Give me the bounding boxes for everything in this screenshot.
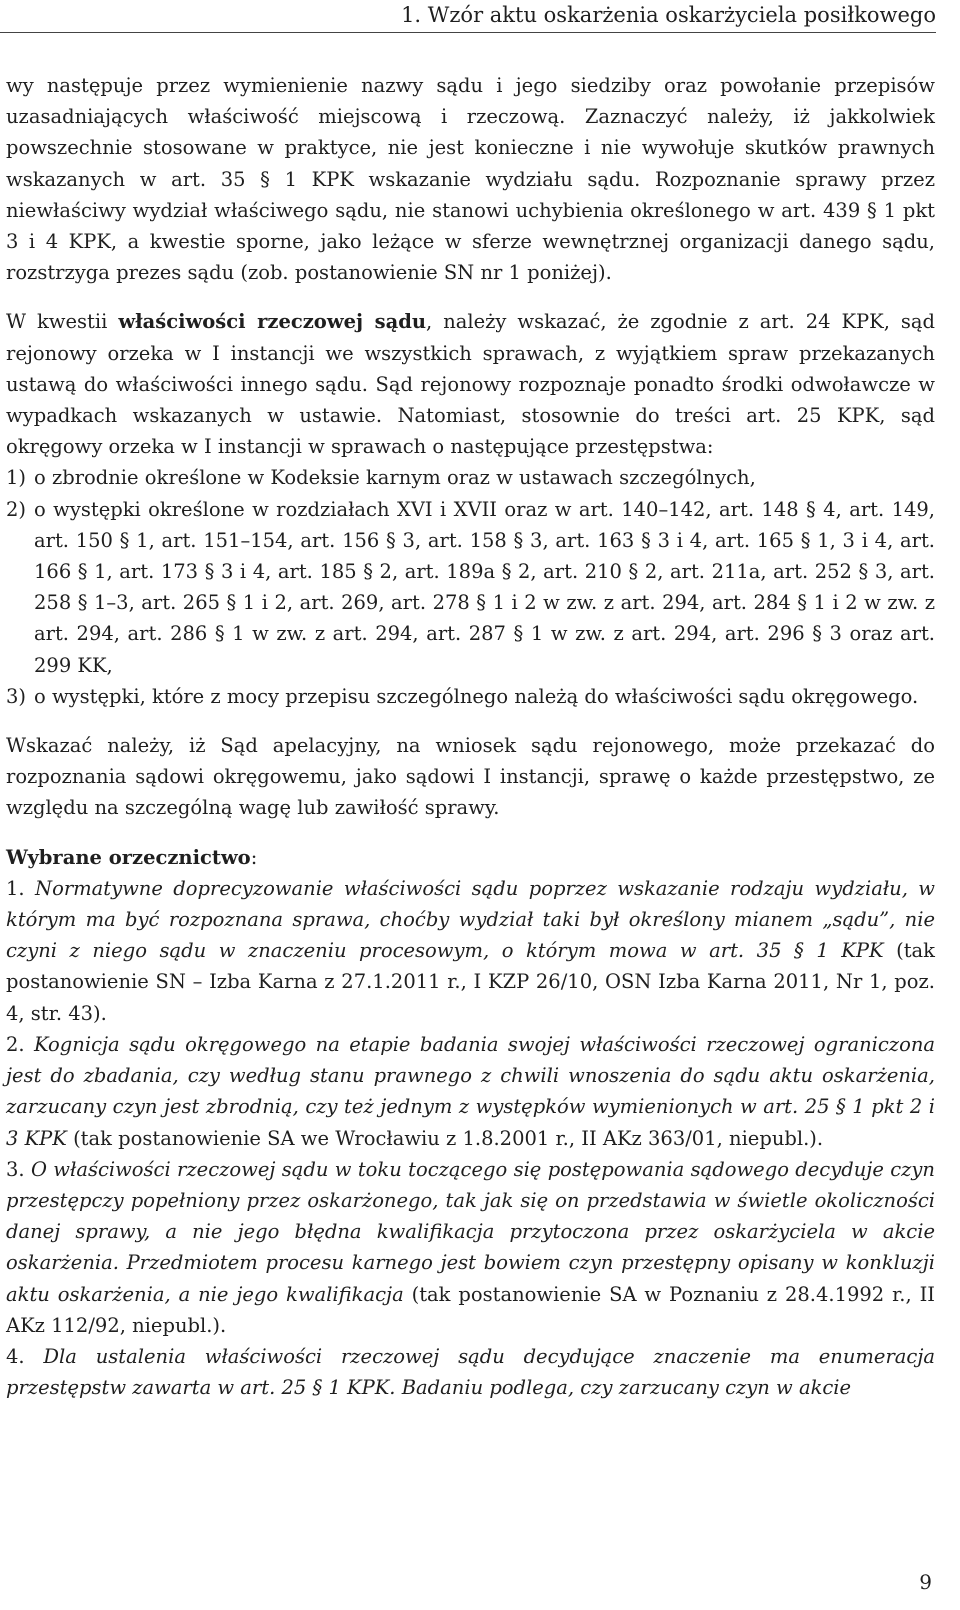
case-law-heading-suffix: : [250,845,258,869]
paragraph-jurisdiction-intro: wy następuje przez wymienienie nazwy sądu i jego siedziby oraz powołanie przepisów uzasadniających właściwość miejscową i rzeczową. Zaznaczyć należy, iż jakkolwiek powszechnie stosowane w praktyce, nie jest konieczne i nie wywołuje skutków prawnych wskazanych w art. 35 § 1 KPK wskazanie wydziału sądu. Rozpoznanie sprawy przez niewłaściwy wydział właściwego sądu, nie stanowi uchybienia określonego w art. 439 § 1 pkt 3 i 4 KPK, a kwestie sporne, jako leżące w sferze wewnętrznej organizacji danego sądu, rozstrzyga prezes sądu (zob. postanowienie SN nr 1 poniżej). [6,74,935,285]
case-law-item-citation: (tak postanowienie SN – Izba Karna z 27.1.2011 r., I KZP 26/10, OSN Izba Karna 2011, Nr 1, poz. 4, str. 43). [6,939,935,1025]
running-header-title: 1. Wzór aktu oskarżenia oskarżyciela posiłkowego [401,3,936,27]
paragraph-subject-matter-jurisdiction [6,306,935,462]
paragraph-text: W kwestii [6,310,119,334]
case-law-item-thesis: Normatywne doprecyzowanie właściwości sądu poprzez wskazanie rodzaju wydziału, w którym ma być rozpoznana sprawa, choćby wydział taki był określony mianem „sądu”, nie czyni z niego sądu w znaczeniu procesowym, o którym mowa w art. 35 § 1 KPK [6,876,935,963]
case-law-item [6,1154,935,1341]
running-header [0,0,936,33]
page-number: 9 [919,1570,932,1594]
case-law-item-thesis: Kognicja sądu okręgowego na etapie badania swojej właściwości rzeczowej ograniczona jest do zbadania, czy według stanu prawnego z chwili wnoszenia do sądu aktu oskarżenia, zarzucany czyn jest zbrodnią, czy też jednym z występków wymienionych w art. 25 § 1 pkt 2 i 3 KPK [6,1032,935,1150]
case-law-item-citation: (tak postanowienie SA we Wrocławiu z 1.8.2001 r., II AKz 363/01, niepubl.). [66,1126,824,1150]
list-item-number: 1) [6,466,27,490]
case-law-item [6,873,935,1029]
list-item-text: o występki, które z mocy przepisu szczególnego należą do właściwości sądu okręgowego. [34,684,919,708]
paragraph-appellate-transfer: Wskazać należy, iż Sąd apelacyjny, na wniosek sądu rejonowego, może przekazać do rozpoznania sądowi okręgowemu, jako sądowi I instancji, sprawę o każde przestępstwo, ze względu na szczególną wagę lub zawiłość sprawy. [6,734,935,820]
case-law-item-number: 2. [6,1032,35,1056]
list-item-text: o zbrodnie określone w Kodeksie karnym oraz w ustawach szczególnych, [34,466,756,490]
case-law-item-citation: (tak postanowienie SA w Poznaniu z 28.4.1992 r., II AKz 112/92, niepubl.). [6,1282,935,1337]
list-item-number: 2) [6,497,27,521]
case-law-item-thesis: O właściwości rzeczowej sądu w toku toczącego się postępowania sądowego decyduje czyn przestępczy popełniony przez oskarżonego, tak jak się on przedstawia w świetle okoliczności danej sprawy, a nie jego błędna kwalifikacja przytoczona przez oskarżyciela w akcie oskarżenia. Przedmiotem procesu karnego jest bowiem czyn przestępny opisany w konkluzji aktu oskarżenia, a nie jego kwalifikacja [6,1157,935,1306]
case-law-item [6,1029,935,1154]
case-law-item [6,1341,935,1403]
case-law-heading-label: Wybrane orzecznictwo [6,845,251,869]
list-item [6,462,935,493]
case-law-item-thesis: Dla ustalenia właściwości rzeczowej sądu decydujące znaczenie ma enumeracja przestępstw zawarta w art. 25 § 1 KPK. Badaniu podlega, czy zarzucany czyn w akcie [6,1344,935,1400]
list-item-text: o występki określone w rozdziałach XVI i XVII oraz w art. 140–142, art. 148 § 4, art. 149, art. 150 § 1, art. 151–154, art. 156 § 3, art. 158 § 3, art. 163 § 3 i 4, art. 165 § 1, 3 i 4, art. 166 § 1, art. 173 § 3 i 4, art. 185 § 2, art. 189a § 2, art. 210 § 2, art. 211a, art. 252 § 3, art. 258 § 1–3, art. 265 § 1 i 2, art. 269, art. 278 § 1 i 2 w zw. z art. 294, art. 284 § 1 i 2 w zw. z art. 294, art. 286 § 1 w zw. z art. 294, art. 287 § 1 w zw. z art. 294, art. 296 § 3 oraz art. 299 KK, [34,497,935,677]
case-law-item-number: 1. [6,876,36,900]
main-text [6,70,935,1403]
list-item [6,681,935,712]
paragraph-text: , należy wskazać, że zgodnie z art. 24 KPK, sąd rejonowy orzeka w I instancji we wszystkich sprawach, z wyjątkiem spraw przekazanych ustawą do właściwości innego sądu. Sąd rejonowy rozpoznaje ponadto środki odwoławcze w wypadkach wskazanych w ustawie. Natomiast, stosownie do treści art. 25 KPK, sąd okręgowy orzeka w I instancji w sprawach o następujące przestępstwa: [6,310,936,459]
case-law-heading [6,842,935,873]
list-item-number: 3) [6,684,27,708]
case-law-item-number: 3. [6,1157,31,1181]
case-law-item-number: 4. [6,1344,44,1368]
list-item [6,494,935,681]
bold-term: właściwości rzeczowej sądu [118,310,427,334]
